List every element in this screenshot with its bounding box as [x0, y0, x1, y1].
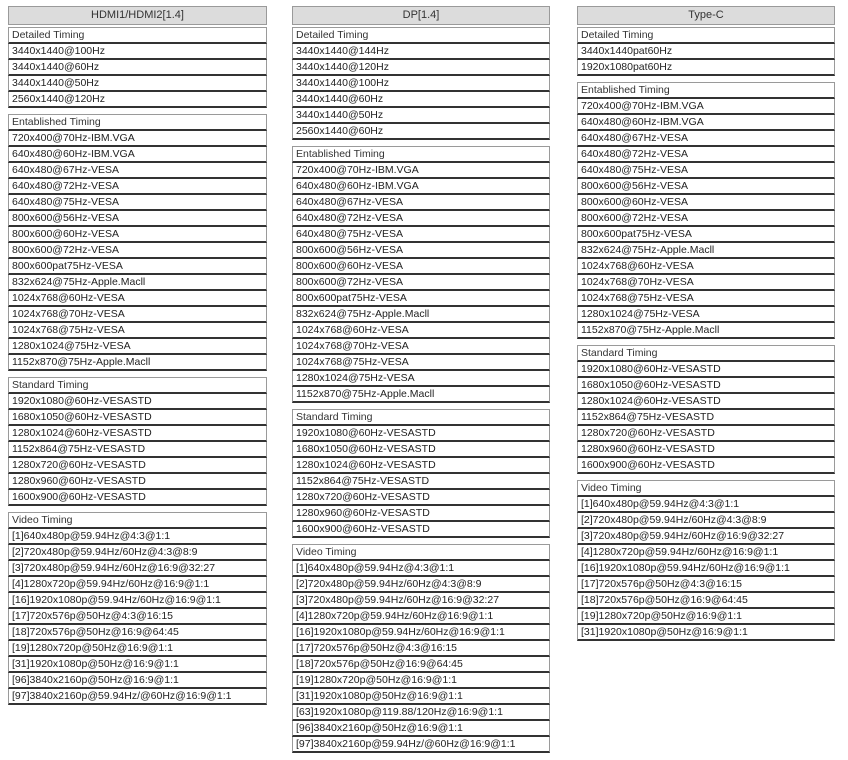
timing-row: 1024x768@60Hz-VESA [292, 323, 550, 339]
timing-row: [2]720x480p@59.94Hz/60Hz@4:3@8:9 [8, 545, 267, 561]
timing-row: [4]1280x720p@59.94Hz/60Hz@16:9@1:1 [577, 545, 835, 561]
timing-row: [97]3840x2160p@59.94Hz/@60Hz@16:9@1:1 [8, 689, 267, 705]
timing-row: 800x600@72Hz-VESA [577, 211, 835, 227]
timing-row: [16]1920x1080p@59.94Hz/60Hz@16:9@1:1 [577, 561, 835, 577]
timing-row: 1024x768@70Hz-VESA [577, 275, 835, 291]
timing-row: 1152x870@75Hz-Apple.Macll [8, 355, 267, 371]
timing-row: 2560x1440@120Hz [8, 92, 267, 108]
timing-row: 1152x864@75Hz-VESASTD [292, 474, 550, 490]
timing-row: 1152x870@75Hz-Apple.Macll [577, 323, 835, 339]
timing-row: 1920x1080@60Hz-VESASTD [577, 362, 835, 378]
timing-section [8, 114, 267, 371]
timing-row: 800x600@72Hz-VESA [8, 243, 267, 259]
timing-row: [16]1920x1080p@59.94Hz/60Hz@16:9@1:1 [292, 625, 550, 641]
timing-row: 1280x1024@75Hz-VESA [292, 371, 550, 387]
timing-row: 800x600@72Hz-VESA [292, 275, 550, 291]
timing-row: 800x600pat75Hz-VESA [8, 259, 267, 275]
timing-row: 3440x1440@60Hz [8, 60, 267, 76]
timing-section [8, 27, 267, 108]
timing-row: 1600x900@60Hz-VESASTD [292, 522, 550, 538]
section-title: Standard Timing [8, 377, 267, 394]
timing-row: 800x600@60Hz-VESA [577, 195, 835, 211]
timing-row: 832x624@75Hz-Apple.Macll [8, 275, 267, 291]
timing-section [577, 27, 835, 76]
section-title: Video Timing [577, 480, 835, 497]
section-title: Standard Timing [577, 345, 835, 362]
timing-row: 832x624@75Hz-Apple.Macll [577, 243, 835, 259]
section-title: Entablished Timing [8, 114, 267, 131]
timing-row: [96]3840x2160p@50Hz@16:9@1:1 [8, 673, 267, 689]
section-title: Detailed Timing [292, 27, 550, 44]
timing-row: 800x600@60Hz-VESA [8, 227, 267, 243]
timing-row: 3440x1440@100Hz [8, 44, 267, 60]
timing-row: 640x480@60Hz-IBM.VGA [292, 179, 550, 195]
timing-row: 640x480@60Hz-IBM.VGA [577, 115, 835, 131]
timing-row: [18]720x576p@50Hz@16:9@64:45 [577, 593, 835, 609]
timing-row: 640x480@67Hz-VESA [577, 131, 835, 147]
timing-row: [19]1280x720p@50Hz@16:9@1:1 [8, 641, 267, 657]
timing-row: 640x480@72Hz-VESA [8, 179, 267, 195]
timing-row: 640x480@75Hz-VESA [292, 227, 550, 243]
section-title: Video Timing [8, 512, 267, 529]
timing-row: 3440x1440@100Hz [292, 76, 550, 92]
column-header: Type-C [577, 6, 835, 25]
timing-row: 2560x1440@60Hz [292, 124, 550, 140]
timing-row: 1024x768@75Hz-VESA [577, 291, 835, 307]
timing-row: [31]1920x1080p@50Hz@16:9@1:1 [292, 689, 550, 705]
timing-section [292, 544, 550, 753]
section-title: Entablished Timing [577, 82, 835, 99]
column-type-c [577, 6, 835, 647]
timing-row: 720x400@70Hz-IBM.VGA [577, 99, 835, 115]
timing-row: 1280x1024@60Hz-VESASTD [292, 458, 550, 474]
timing-row: [4]1280x720p@59.94Hz/60Hz@16:9@1:1 [8, 577, 267, 593]
column-header: HDMI1/HDMI2[1.4] [8, 6, 267, 25]
timing-row: 800x600@56Hz-VESA [577, 179, 835, 195]
timing-row: [3]720x480p@59.94Hz/60Hz@16:9@32:27 [8, 561, 267, 577]
timing-row: 832x624@75Hz-Apple.Macll [292, 307, 550, 323]
timing-row: 1680x1050@60Hz-VESASTD [577, 378, 835, 394]
timing-row: 1152x864@75Hz-VESASTD [577, 410, 835, 426]
section-title: Detailed Timing [577, 27, 835, 44]
timing-row: 3440x1440@60Hz [292, 92, 550, 108]
timing-row: [16]1920x1080p@59.94Hz/60Hz@16:9@1:1 [8, 593, 267, 609]
timing-row: 640x480@72Hz-VESA [292, 211, 550, 227]
timing-row: 1280x720@60Hz-VESASTD [577, 426, 835, 442]
timing-row: 640x480@67Hz-VESA [292, 195, 550, 211]
timing-row: 800x600@60Hz-VESA [292, 259, 550, 275]
timing-row: 800x600@56Hz-VESA [292, 243, 550, 259]
timing-row: [19]1280x720p@50Hz@16:9@1:1 [292, 673, 550, 689]
timing-row: [17]720x576p@50Hz@4:3@16:15 [8, 609, 267, 625]
timing-row: 1280x1024@60Hz-VESASTD [8, 426, 267, 442]
timing-row: [17]720x576p@50Hz@4:3@16:15 [292, 641, 550, 657]
timing-row: 800x600@56Hz-VESA [8, 211, 267, 227]
timing-row: [19]1280x720p@50Hz@16:9@1:1 [577, 609, 835, 625]
timing-row: 1024x768@75Hz-VESA [292, 355, 550, 371]
timing-row: 720x400@70Hz-IBM.VGA [8, 131, 267, 147]
timing-row: 1024x768@70Hz-VESA [292, 339, 550, 355]
timing-row: 1600x900@60Hz-VESASTD [8, 490, 267, 506]
timing-row: 1280x1024@75Hz-VESA [577, 307, 835, 323]
section-title: Video Timing [292, 544, 550, 561]
timing-row: 3440x1440@50Hz [292, 108, 550, 124]
timing-row: 3440x1440@50Hz [8, 76, 267, 92]
timing-row: 1280x720@60Hz-VESASTD [8, 458, 267, 474]
timing-row: [31]1920x1080p@50Hz@16:9@1:1 [577, 625, 835, 641]
section-title: Entablished Timing [292, 146, 550, 163]
timing-row: 640x480@60Hz-IBM.VGA [8, 147, 267, 163]
timing-section [292, 409, 550, 538]
timing-row: 1152x864@75Hz-VESASTD [8, 442, 267, 458]
timing-row: 800x600pat75Hz-VESA [577, 227, 835, 243]
timing-section [8, 512, 267, 705]
timing-section [577, 82, 835, 339]
timing-row: 1920x1080pat60Hz [577, 60, 835, 76]
section-title: Standard Timing [292, 409, 550, 426]
timing-row: 1152x870@75Hz-Apple.Macll [292, 387, 550, 403]
timing-row: 1680x1050@60Hz-VESASTD [8, 410, 267, 426]
timing-row: [4]1280x720p@59.94Hz/60Hz@16:9@1:1 [292, 609, 550, 625]
timing-row: 3440x1440@120Hz [292, 60, 550, 76]
timing-row: [18]720x576p@50Hz@16:9@64:45 [8, 625, 267, 641]
timing-row: 1280x960@60Hz-VESASTD [577, 442, 835, 458]
section-title: Detailed Timing [8, 27, 267, 44]
timing-row: 1280x1024@60Hz-VESASTD [577, 394, 835, 410]
timing-row: [18]720x576p@50Hz@16:9@64:45 [292, 657, 550, 673]
timing-section [292, 27, 550, 140]
timing-row: 640x480@75Hz-VESA [577, 163, 835, 179]
column-header: DP[1.4] [292, 6, 550, 25]
timing-row: [31]1920x1080p@50Hz@16:9@1:1 [8, 657, 267, 673]
timing-row: [3]720x480p@59.94Hz/60Hz@16:9@32:27 [577, 529, 835, 545]
timing-row: 1280x960@60Hz-VESASTD [292, 506, 550, 522]
timing-row: 1280x960@60Hz-VESASTD [8, 474, 267, 490]
timing-row: 1280x720@60Hz-VESASTD [292, 490, 550, 506]
column-dp [292, 6, 550, 759]
timing-section [577, 480, 835, 641]
timing-row: 640x480@72Hz-VESA [577, 147, 835, 163]
timing-section [8, 377, 267, 506]
timing-row: 720x400@70Hz-IBM.VGA [292, 163, 550, 179]
timing-row: 640x480@75Hz-VESA [8, 195, 267, 211]
timing-row: [2]720x480p@59.94Hz/60Hz@4:3@8:9 [577, 513, 835, 529]
timing-section [577, 345, 835, 474]
timing-row: 3440x1440@144Hz [292, 44, 550, 60]
timing-row: [63]1920x1080p@119.88/120Hz@16:9@1:1 [292, 705, 550, 721]
timing-row: 1280x1024@75Hz-VESA [8, 339, 267, 355]
timing-row: 1680x1050@60Hz-VESASTD [292, 442, 550, 458]
timing-row: [17]720x576p@50Hz@4:3@16:15 [577, 577, 835, 593]
timing-row: 3440x1440pat60Hz [577, 44, 835, 60]
timing-row: 1920x1080@60Hz-VESASTD [292, 426, 550, 442]
timing-row: 1920x1080@60Hz-VESASTD [8, 394, 267, 410]
timing-row: [1]640x480p@59.94Hz@4:3@1:1 [8, 529, 267, 545]
timing-row: 1024x768@75Hz-VESA [8, 323, 267, 339]
timing-row: [96]3840x2160p@50Hz@16:9@1:1 [292, 721, 550, 737]
timing-row: [1]640x480p@59.94Hz@4:3@1:1 [292, 561, 550, 577]
timing-row: [3]720x480p@59.94Hz/60Hz@16:9@32:27 [292, 593, 550, 609]
timing-row: 1024x768@60Hz-VESA [8, 291, 267, 307]
column-hdmi [8, 6, 267, 711]
timing-row: 800x600pat75Hz-VESA [292, 291, 550, 307]
timing-row: 1024x768@70Hz-VESA [8, 307, 267, 323]
timing-section [292, 146, 550, 403]
timing-row: [1]640x480p@59.94Hz@4:3@1:1 [577, 497, 835, 513]
timing-row: 1600x900@60Hz-VESASTD [577, 458, 835, 474]
timing-row: [2]720x480p@59.94Hz/60Hz@4:3@8:9 [292, 577, 550, 593]
timing-row: 1024x768@60Hz-VESA [577, 259, 835, 275]
timing-row: [97]3840x2160p@59.94Hz/@60Hz@16:9@1:1 [292, 737, 550, 753]
timing-row: 640x480@67Hz-VESA [8, 163, 267, 179]
